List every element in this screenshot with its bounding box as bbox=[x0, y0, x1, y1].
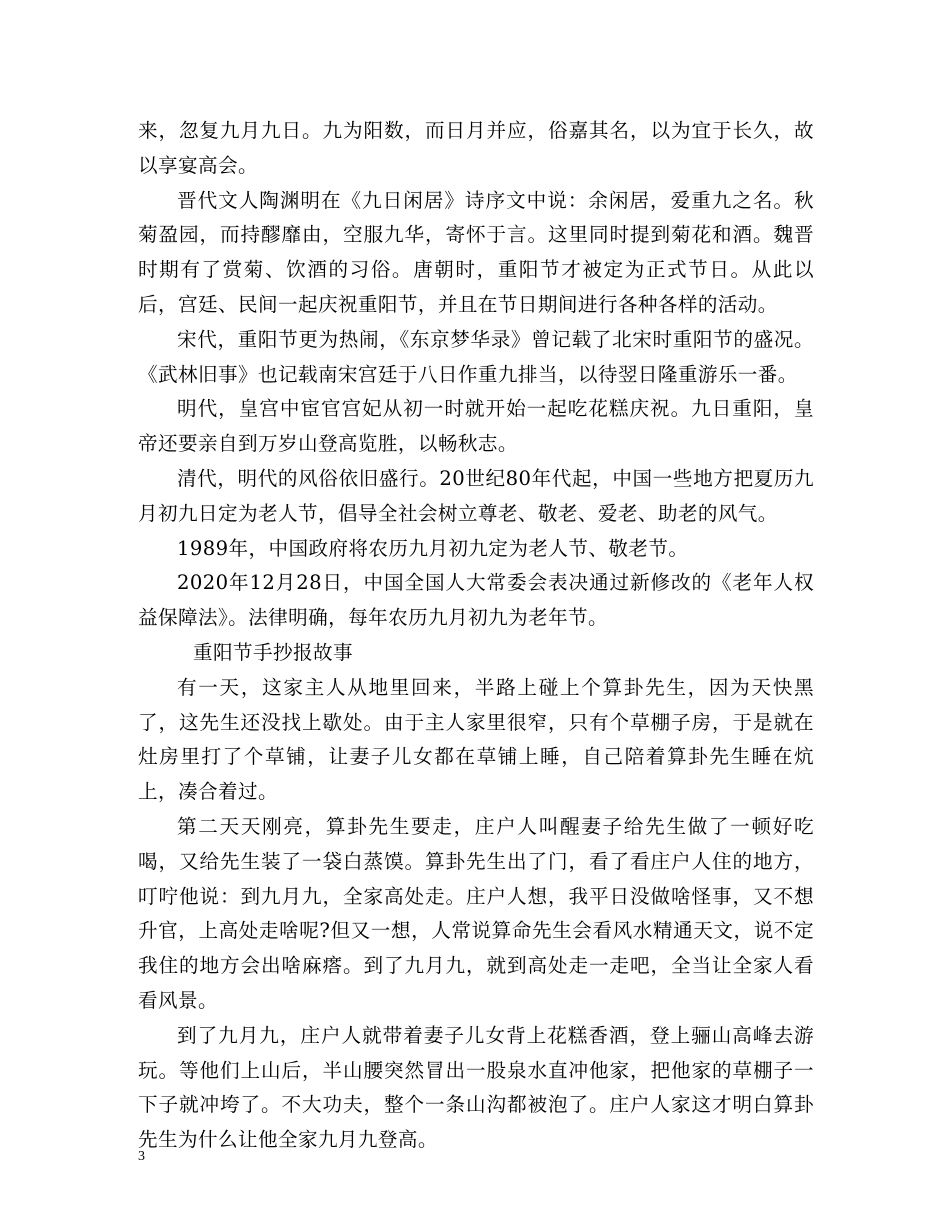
paragraph-6: 1989年，中国政府将农历九月初九定为老人节、敬老节。 bbox=[177, 536, 689, 560]
paragraph-4: 明代，皇宫中宦官宫妃从初一时就开始一起吃花糕庆祝。九日重阳，皇帝还要亲自到万岁山登高览胜，以畅秋志。 bbox=[138, 397, 814, 456]
paragraph-8: 有一天，这家主人从地里回来，半路上碰上个算卦先生，因为天快黑了，这先生还没找上歇处。由于主人家里很窄，只有个草棚子房，于是就在灶房里打了个草铺，让妻子儿女都在草铺上睡，自己陪着算卦先生睡在炕上，凑合着过。 bbox=[138, 675, 814, 804]
paragraph-3: 宋代，重阳节更为热闹，《东京梦华录》曾记载了北宋时重阳节的盛况。《武林旧事》也记载南宋宫廷于八日作重九排当，以待翌日隆重游乐一番。 bbox=[138, 327, 814, 386]
page-number: 3 bbox=[138, 1149, 145, 1164]
paragraph-9: 第二天天刚亮，算卦先生要走，庄户人叫醒妻子给先生做了一顿好吃喝，又给先生装了一袋白蒸馍。算卦先生出了门，看了看庄户人住的地方，叮咛他说：到九月九，全家高处走。庄户人想，我平日没做啥怪事，又不想升官，上高处走啥呢?但又一想，人常说算命先生会看风水精通天文，说不定我住的地方会出啥麻瘩。到了九月九，就到高处走一走吧，全当让全家人看看风景。 bbox=[138, 814, 814, 1012]
paragraph-10: 到了九月九，庄户人就带着妻子儿女背上花糕香酒，登上骊山高峰去游玩。等他们上山后，半山腰突然冒出一股泉水直冲他家，把他家的草棚子一下子就冲垮了。不大功夫，整个一条山沟都被泡了。庄户人家这才明白算卦先生为什么让他全家九月九登高。 bbox=[138, 1023, 814, 1152]
paragraph-2: 晋代文人陶渊明在《九日闲居》诗序文中说：余闲居，爱重九之名。秋菊盈园，而持醪靡由，空服九华，寄怀于言。这里同时提到菊花和酒。魏晋时期有了赏菊、饮酒的习俗。唐朝时，重阳节才被定为正式节日。从此以后，宫廷、民间一起庆祝重阳节，并且在节日期间进行各种各样的活动。 bbox=[138, 188, 814, 316]
paragraph-7: 2020年12月28日，中国全国人大常委会表决通过新修改的《老年人权益保障法》。法律明确，每年农历九月初九为老年节。 bbox=[138, 571, 814, 630]
paragraph-5: 清代，明代的风俗依旧盛行。20世纪80年代起，中国一些地方把夏历九月初九日定为老人节，倡导全社会树立尊老、敬老、爱老、助老的风气。 bbox=[138, 466, 814, 525]
document-body bbox=[138, 114, 814, 1158]
paragraph-1: 来，忽复九月九日。九为阳数，而日月并应，俗嘉其名，以为宜于长久，故以享宴高会。 bbox=[138, 119, 814, 177]
section-heading: 重阳节手抄报故事 bbox=[193, 640, 353, 664]
